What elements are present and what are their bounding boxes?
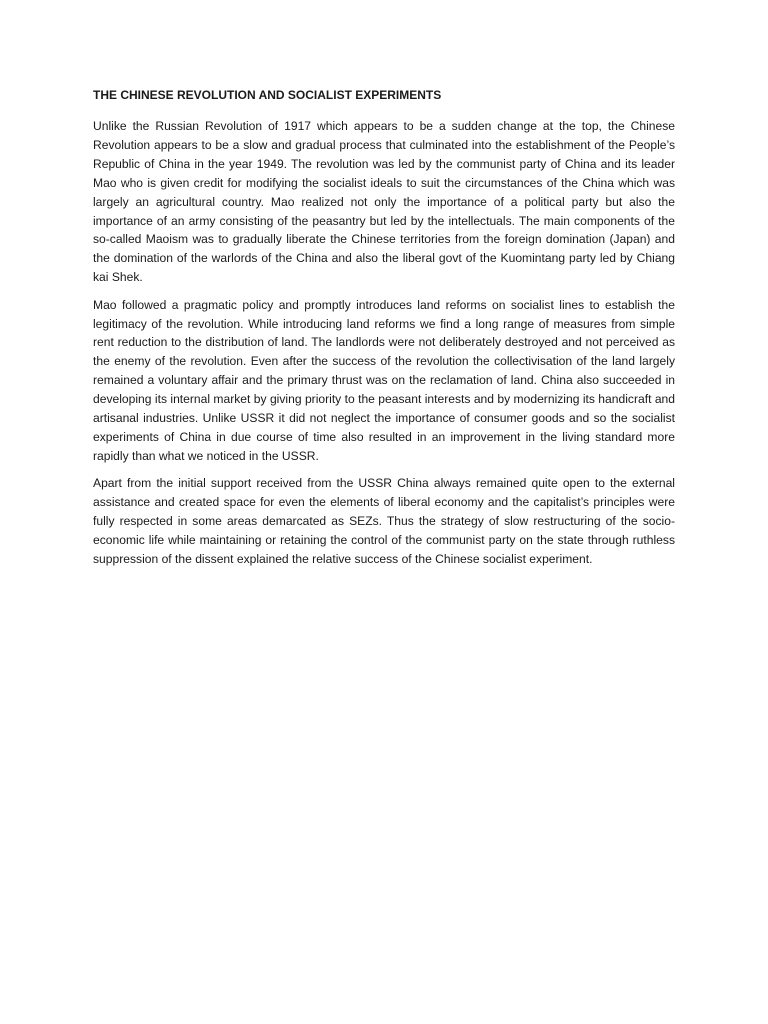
document-body xyxy=(93,87,675,577)
paragraph-2: Mao followed a pragmatic policy and promptly introduces land reforms on socialist lines to establish the legitimacy of the revolution. While introducing land reforms we find a long range of measures from simple rent reduction to the distribution of land. The landlords were not deliberately destroyed and not perceived as the enemy of the revolution. Even after the success of the revolution the collectivisation of the land largely remained a voluntary affair and the primary thrust was on the reclamation of land. China also succeeded in developing its internal market by giving priority to the peasant interests and by modernizing its handicraft and artisanal industries. Unlike USSR it did not neglect the importance of consumer goods and so the socialist experiments of China in due course of time also resulted in an improvement in the living standard more rapidly than what we noticed in the USSR. xyxy=(93,297,675,463)
paragraph-1: Unlike the Russian Revolution of 1917 which appears to be a sudden change at the top, the Chinese Revolution appears to be a slow and gradual process that culminated into the establishment of the People’s Republic of China in the year 1949. The revolution was led by the communist party of China and its leader Mao who is given credit for modifying the socialist ideals to suit the circumstances of the China which was largely an agricultural country. Mao realized not only the importance of a political party but also the importance of an army consisting of the peasantry but led by the intellectuals. The main components of the so-called Maoism was to gradually liberate the Chinese territories from the foreign domination (Japan) and the domination of the warlords of the China and also the liberal govt of the Kuomintang party led by Chiang kai Shek. xyxy=(93,119,675,285)
paragraph-3: Apart from the initial support received from the USSR China always remained quite open to the external assistance and created space for even the elements of liberal economy and the capitalist’s principles were fully respected in some areas demarcated as SEZs. Thus the strategy of slow restructuring of the socio-economic life while maintaining or retaining the control of the communist party on the state through ruthless suppression of the dissent explained the relative success of the Chinese socialist experiment. xyxy=(93,476,675,566)
document-title: THE CHINESE REVOLUTION AND SOCIALIST EXPERIMENTS xyxy=(93,88,442,102)
